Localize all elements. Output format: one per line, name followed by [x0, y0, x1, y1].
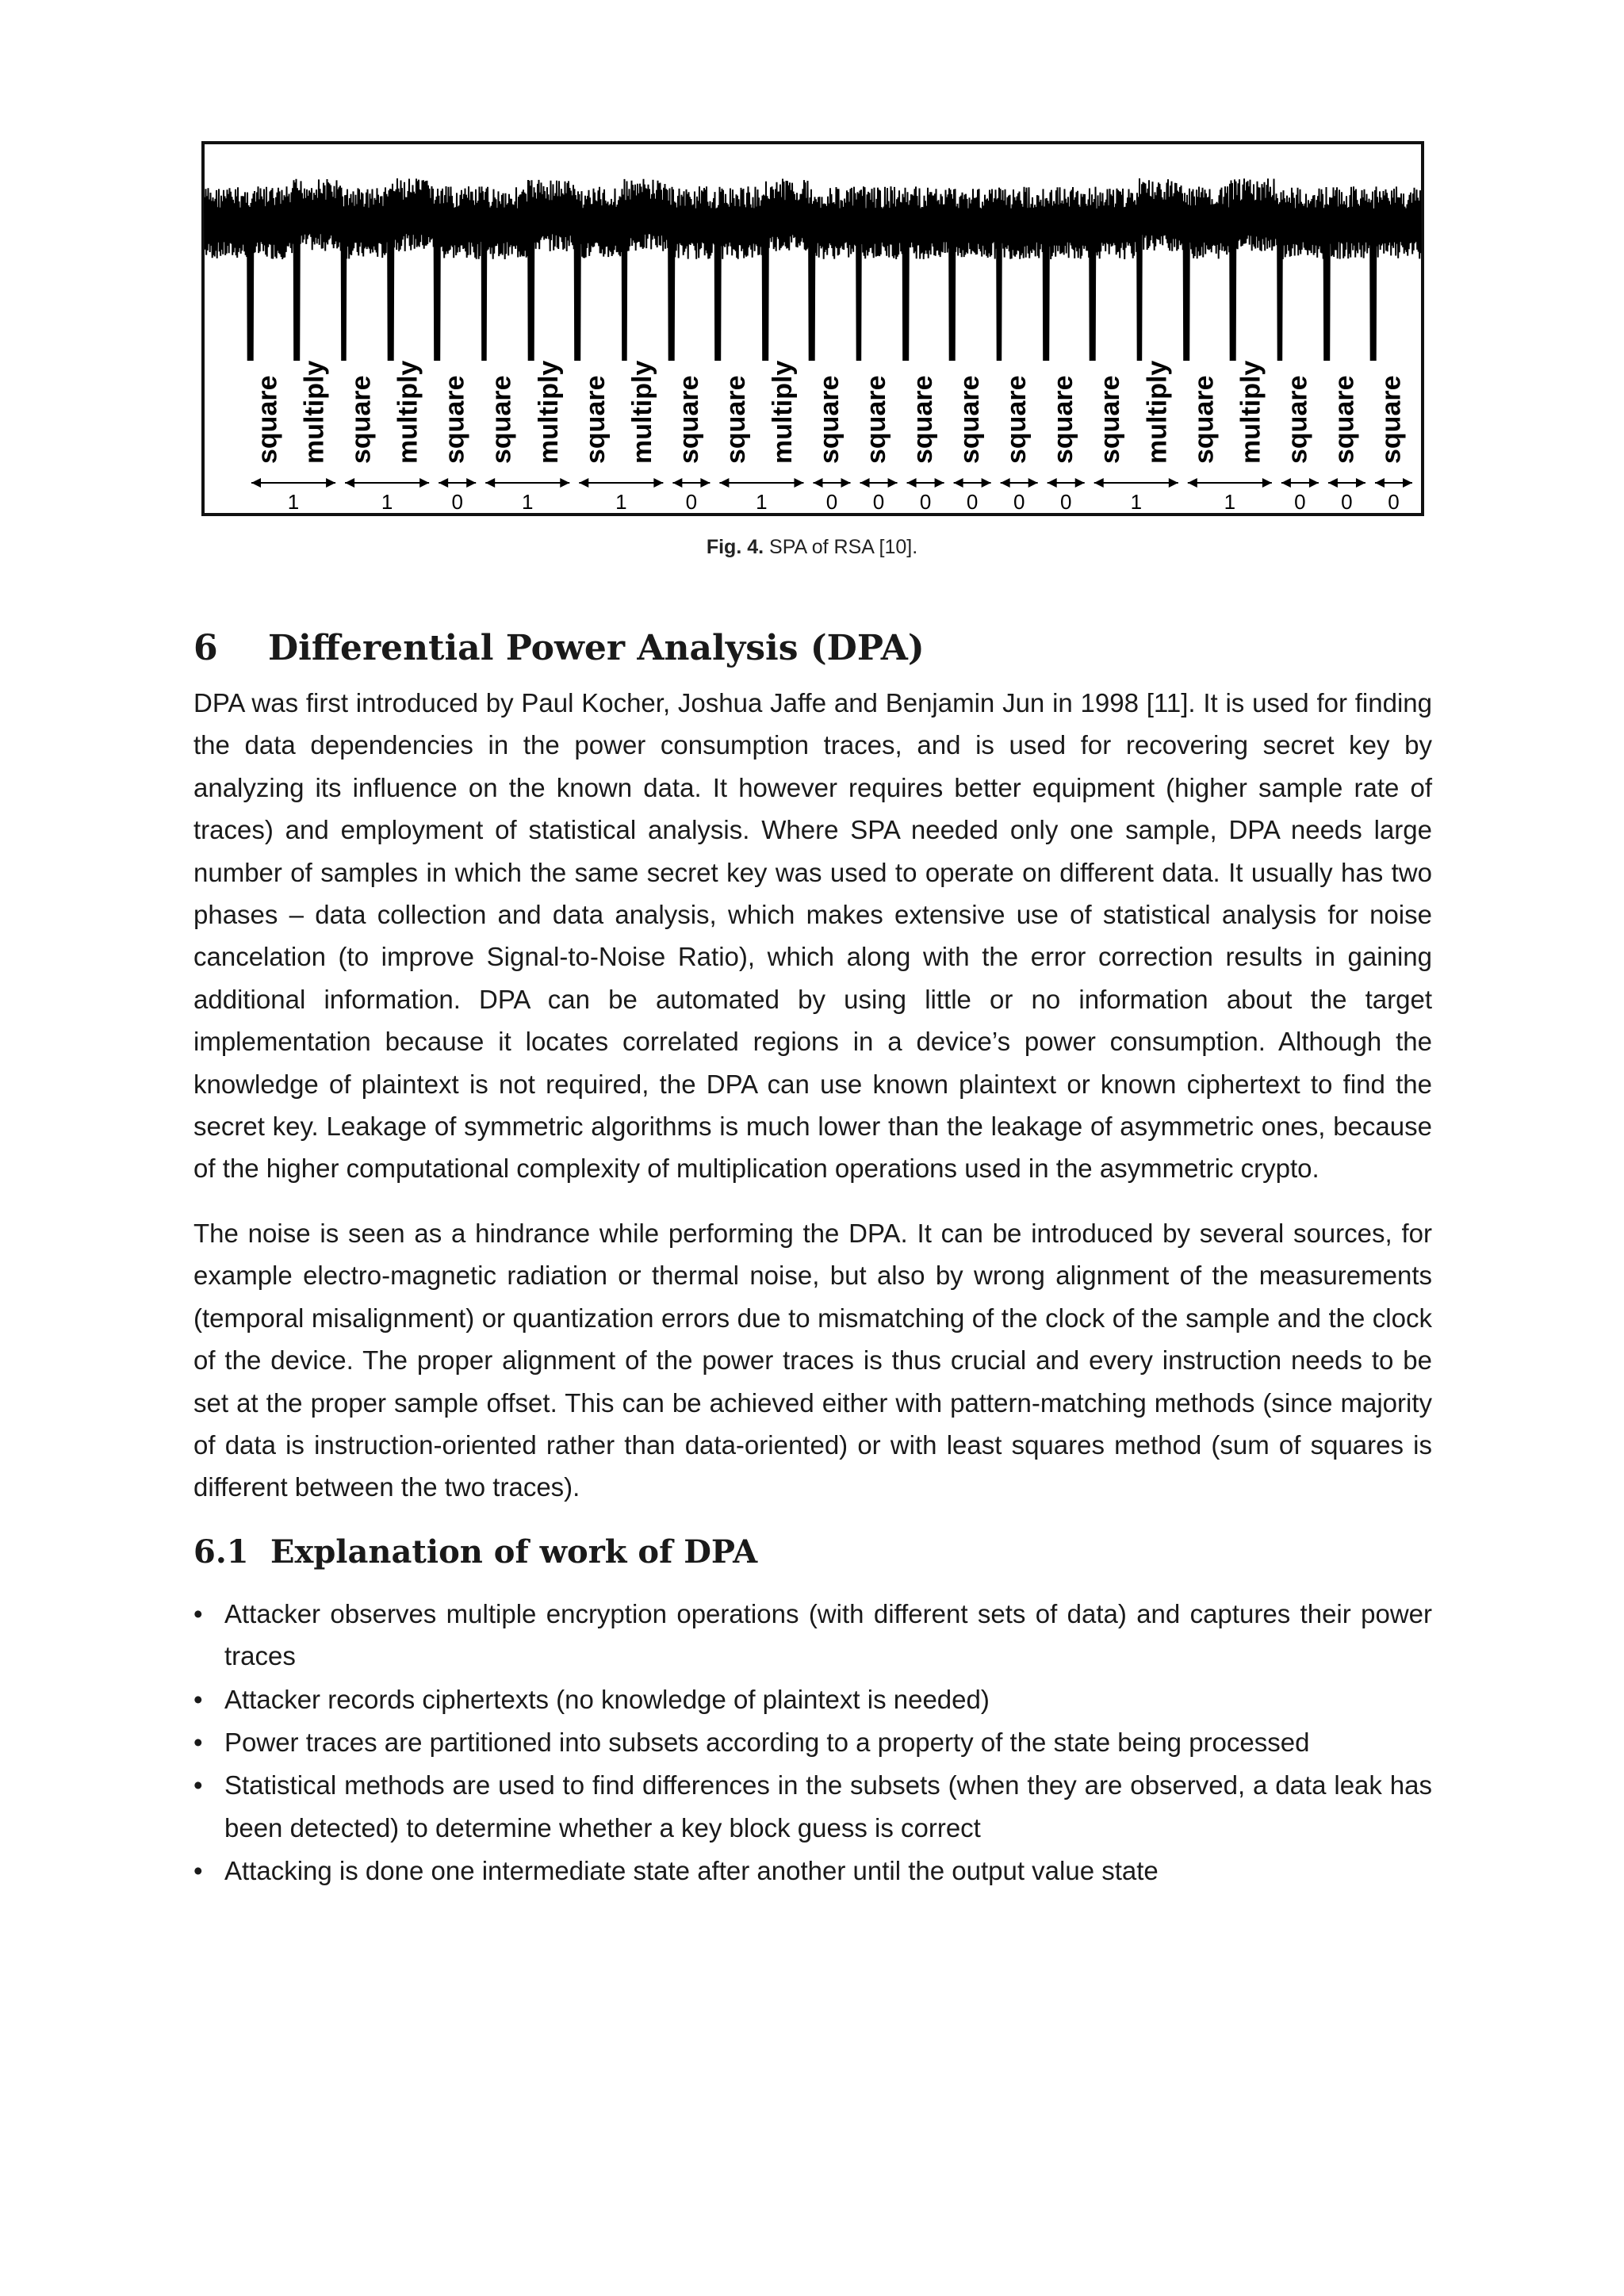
operation-label-multiply: multiply	[768, 360, 798, 464]
operation-label-multiply: multiply	[626, 360, 657, 464]
bit-label: 0	[451, 490, 463, 514]
operation-label-square: square	[955, 375, 986, 464]
operation-label-square: square	[720, 375, 751, 464]
caption-label: Fig. 4.	[706, 536, 764, 558]
operation-label-square: square	[1095, 375, 1126, 464]
operation-label-square: square	[673, 375, 704, 464]
list-item: • Power traces are partitioned into subsets according to a property of the state being processed	[193, 1721, 1432, 1763]
operation-label-multiply: multiply	[1142, 360, 1173, 464]
bit-label: 1	[521, 490, 534, 514]
bit-label: 1	[756, 490, 768, 514]
caption-text: SPA of RSA [10].	[769, 536, 918, 558]
bit-label: 0	[1294, 490, 1306, 514]
operation-label-square: square	[908, 375, 939, 464]
operation-label-square: square	[861, 375, 891, 464]
bit-label: 1	[287, 490, 300, 514]
operation-label-square: square	[439, 375, 470, 464]
figure-caption	[0, 536, 1624, 559]
bit-label: 0	[1013, 490, 1025, 514]
operation-label-multiply: multiply	[533, 360, 564, 464]
list-item: • Attacker observes multiple encryption operations (with different sets of data) and captures their power traces	[193, 1593, 1432, 1678]
bit-label: 0	[919, 490, 932, 514]
bullet-list	[193, 1593, 1432, 1892]
subsection-heading	[193, 1531, 1432, 1574]
list-item: • Attacker records ciphertexts (no knowledge of plaintext is needed)	[193, 1678, 1432, 1720]
operation-label-square: square	[580, 375, 611, 464]
operation-label-square: square	[1329, 375, 1360, 464]
bit-label: 1	[381, 490, 393, 514]
bit-label: 0	[966, 490, 979, 514]
section-title: Differential Power Analysis (DPA)	[268, 628, 925, 668]
section-heading	[193, 626, 1432, 671]
subsection-number: 6.1	[193, 1533, 249, 1571]
list-item: • Statistical methods are used to find differences in the subsets (when they are observed, a data leak has been detected) to determine whether a key block guess is correct	[193, 1764, 1432, 1849]
spa-figure	[201, 140, 1425, 517]
operation-label-square: square	[486, 375, 517, 464]
operation-label-square: square	[1048, 375, 1079, 464]
operation-label-square: square	[1282, 375, 1313, 464]
list-item: • Attacking is done one intermediate state after another until the output value state	[193, 1850, 1432, 1892]
page-content	[193, 626, 1432, 1893]
bit-label: 0	[1059, 490, 1072, 514]
bit-label: 0	[825, 490, 838, 514]
paragraph: The noise is seen as a hindrance while performing the DPA. It can be introduced by several sources, for example electro-magnetic radiation or thermal noise, but also by wrong alignment of the measurements (temporal misalignment) or quantization errors due to mismatching of the clock of the sample and the clock of the device. The proper alignment of the power traces is thus crucial and every instruction needs to be set at the proper sample offset. This can be achieved either with pattern-matching methods (since majority of data is instruction-oriented rather than data-oriented) or with least squares method (sum of squares is different between the two traces).	[193, 1218, 1432, 1502]
operation-label-square: square	[1376, 375, 1407, 464]
operation-label-square: square	[1189, 375, 1220, 464]
subsection-title: Explanation of work of DPA	[270, 1533, 758, 1571]
operation-label-square: square	[346, 375, 377, 464]
paragraph: DPA was first introduced by Paul Kocher, Joshua Jaffe and Benjamin Jun in 1998 [11]. It is used for finding the data dependencies in the power consumption traces, and is used for recovering secret key by analyzing its influence on the known data. It however requires better equipment (higher sample rate of traces) and employment of statistical analysis. Where SPA needed only one sample, DPA needs large number of samples in which the same secret key was used to operate on different data. It usually has two phases – data collection and data analysis, which makes extensive use of statistical analysis for noise cancelation (to improve Signal-to-Noise Ratio), which along with the error correction results in gaining additional information. DPA can be automated by using little or no information about the target implementation because it locates correlated regions in a device’s power consumption. Although the knowledge of plaintext is not required, the DPA can use known plaintext or known ciphertext to find the secret key. Leakage of symmetric algorithms is much lower than the leakage of asymmetric ones, because of the higher computational complexity of multiplication operations used in the asymmetric crypto.	[193, 688, 1432, 1184]
operation-label-square: square	[252, 375, 283, 464]
bit-label: 1	[1130, 490, 1143, 514]
operation-label-multiply: multiply	[1235, 360, 1266, 464]
bit-label: 0	[1388, 490, 1400, 514]
bit-label: 0	[1341, 490, 1353, 514]
bit-label: 0	[685, 490, 698, 514]
bit-label: 1	[1224, 490, 1236, 514]
section-number: 6	[193, 628, 218, 668]
bit-label: 0	[872, 490, 885, 514]
operation-label-square: square	[1002, 375, 1032, 464]
operation-label-multiply: multiply	[299, 360, 330, 464]
operation-label-multiply: multiply	[393, 360, 423, 464]
bit-label: 1	[615, 490, 627, 514]
operation-label-square: square	[814, 375, 845, 464]
